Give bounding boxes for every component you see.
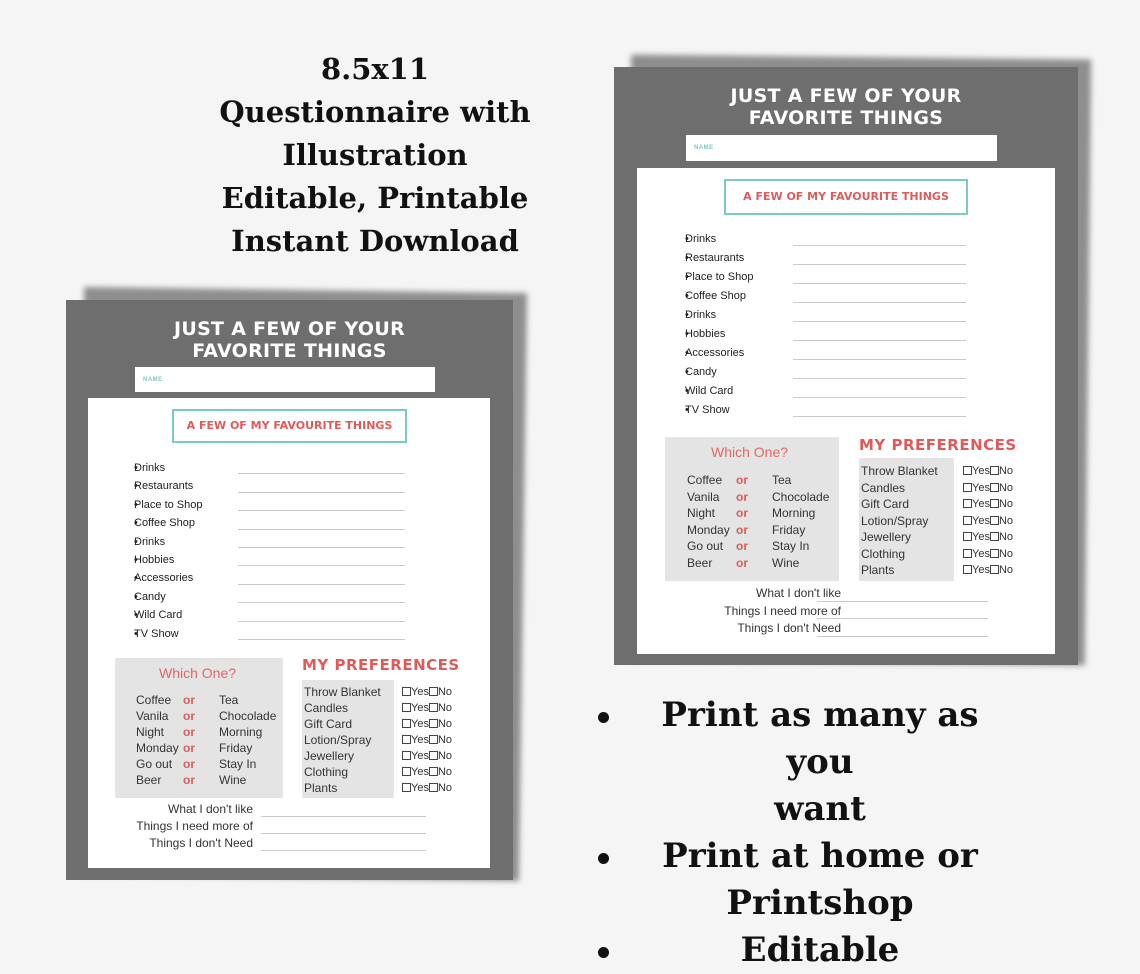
flyer-title-line: JUST A FEW OF YOUR xyxy=(730,85,962,107)
yes-label: Yes xyxy=(972,465,990,477)
yes-checkbox[interactable] xyxy=(963,499,972,508)
list-item-label: Drinks xyxy=(134,462,166,474)
feature-text: Print as many as you xyxy=(661,695,979,782)
choice-right: Stay In xyxy=(772,539,810,553)
flyer-sheet xyxy=(66,300,513,880)
yes-label: Yes xyxy=(972,498,990,510)
list-item-label: TV Show xyxy=(134,627,179,640)
yes-no-choice xyxy=(402,782,452,794)
list-item xyxy=(134,551,174,569)
bottom-question: Things I don't Need xyxy=(149,836,253,850)
list-item xyxy=(134,477,193,495)
flyer-title xyxy=(66,318,513,362)
no-checkbox[interactable] xyxy=(990,549,999,558)
yes-no-choice xyxy=(402,766,452,778)
yes-checkbox[interactable] xyxy=(402,703,411,712)
preferences-title: MY PREFERENCES xyxy=(859,436,1017,454)
name-label: NAME xyxy=(143,376,163,383)
list-item-label: Candy xyxy=(134,590,166,603)
yes-no-choice xyxy=(963,531,1013,543)
answer-line xyxy=(238,529,405,530)
list-item xyxy=(685,268,754,287)
choice-left: Vanila xyxy=(136,709,169,723)
content-panel xyxy=(637,168,1055,654)
choice-right: Friday xyxy=(772,522,806,537)
headline-line: Illustration xyxy=(282,138,468,172)
feature-text: Printshop xyxy=(726,883,914,923)
headline-line: 8.5x11 xyxy=(320,52,430,86)
list-item xyxy=(685,344,744,363)
flyer-title-line: FAVORITE THINGS xyxy=(748,107,944,129)
preference-item: Gift Card xyxy=(304,717,353,731)
yes-no-choice xyxy=(402,702,452,714)
flyer-title xyxy=(614,85,1078,129)
answer-line xyxy=(261,833,426,834)
no-label: No xyxy=(437,766,453,778)
list-item xyxy=(685,401,730,420)
choice-right: Tea xyxy=(772,473,792,487)
feature-text: Editable xyxy=(740,930,900,970)
list-item-label: Restaurants xyxy=(685,252,745,264)
preference-item: Plants xyxy=(304,781,338,795)
list-item xyxy=(685,287,746,306)
choice-or: or xyxy=(183,757,195,771)
answer-line xyxy=(793,321,966,322)
yes-checkbox[interactable] xyxy=(402,783,411,792)
answer-line xyxy=(793,340,966,341)
list-item xyxy=(685,249,744,268)
answer-line xyxy=(793,397,966,398)
choice-or: or xyxy=(183,773,195,787)
no-checkbox[interactable] xyxy=(990,565,999,574)
bullet-icon xyxy=(598,853,609,864)
no-checkbox[interactable] xyxy=(429,687,438,696)
yes-checkbox[interactable] xyxy=(963,565,972,574)
no-checkbox[interactable] xyxy=(429,767,438,776)
no-label: No xyxy=(998,514,1014,527)
preference-item: Gift Card xyxy=(861,497,910,511)
choice-left: Go out xyxy=(687,539,724,553)
yes-no-choice xyxy=(402,686,452,698)
answer-line xyxy=(238,473,405,474)
list-item-label: Hobbies xyxy=(134,554,175,566)
preference-item: Clothing xyxy=(304,765,349,779)
no-checkbox[interactable] xyxy=(990,532,999,541)
headline-line: Editable, Printable xyxy=(221,181,529,215)
choice-right: Chocolade xyxy=(219,709,277,723)
answer-line xyxy=(238,492,405,493)
list-item-label: Accessories xyxy=(134,572,194,585)
preference-item: Lotion/Spray xyxy=(304,733,372,747)
answer-line xyxy=(238,639,405,640)
preference-item: Lotion/Spray xyxy=(861,513,929,528)
list-item-label: Coffee Shop xyxy=(685,290,746,302)
yes-label: Yes xyxy=(972,481,990,494)
bottom-question: Things I need more of xyxy=(724,603,841,618)
preference-item: Throw Blanket xyxy=(304,685,381,699)
answer-line xyxy=(238,565,405,566)
list-item xyxy=(134,459,165,477)
yes-checkbox[interactable] xyxy=(963,483,972,492)
feature-text: Print at home or xyxy=(662,836,978,876)
yes-no-choice xyxy=(963,564,1013,576)
no-checkbox[interactable] xyxy=(429,719,438,728)
list-item-label: Place to Shop xyxy=(685,271,754,283)
choice-left: Coffee xyxy=(136,693,172,707)
preference-item: Jewellery xyxy=(861,530,912,544)
which-one-box xyxy=(665,437,839,581)
feature-item xyxy=(590,833,1010,927)
answer-line xyxy=(238,602,405,603)
no-label: No xyxy=(998,498,1014,510)
list-item-label: TV Show xyxy=(685,404,730,416)
yes-label: Yes xyxy=(411,734,429,746)
answer-line xyxy=(793,416,966,417)
choice-right: Wine xyxy=(219,773,247,787)
choice-or: or xyxy=(736,473,748,487)
no-label: No xyxy=(437,686,453,698)
answer-line xyxy=(261,816,426,817)
choice-or: or xyxy=(736,555,748,570)
yes-checkbox[interactable] xyxy=(402,687,411,696)
section-subtitle: A FEW OF MY FAVOURITE THINGS xyxy=(172,409,407,443)
choice-left: Night xyxy=(687,506,716,520)
no-checkbox[interactable] xyxy=(990,499,999,508)
list-item-label: Accessories xyxy=(685,347,745,359)
no-label: No xyxy=(437,734,453,746)
bullet-icon xyxy=(598,947,609,958)
answer-line xyxy=(793,283,966,284)
bottom-question: Things I need more of xyxy=(136,819,253,833)
choice-left: Beer xyxy=(687,555,713,570)
yes-label: Yes xyxy=(411,702,429,714)
flyer-title-line: FAVORITE THINGS xyxy=(192,340,387,362)
name-label: NAME xyxy=(694,145,714,151)
list-item xyxy=(685,382,733,401)
which-one-title: Which One? xyxy=(159,665,237,681)
choice-left: Monday xyxy=(136,741,179,755)
yes-no-choice xyxy=(963,465,1013,477)
no-label: No xyxy=(998,481,1014,494)
list-item-label: Drinks xyxy=(134,535,166,548)
list-item xyxy=(134,588,166,606)
choice-or: or xyxy=(736,539,748,553)
answer-line xyxy=(238,547,405,548)
list-item xyxy=(134,569,193,587)
yes-label: Yes xyxy=(411,766,429,778)
yes-no-choice xyxy=(402,750,452,762)
list-item-label: Restaurants xyxy=(134,480,194,493)
list-item xyxy=(134,496,203,514)
yes-label: Yes xyxy=(411,718,429,730)
list-item-label: Coffee Shop xyxy=(134,517,195,530)
yes-checkbox[interactable] xyxy=(402,767,411,776)
yes-label: Yes xyxy=(411,686,429,698)
answer-line xyxy=(261,850,426,851)
list-item xyxy=(134,514,195,532)
answer-line xyxy=(793,245,966,246)
no-label: No xyxy=(437,750,453,762)
answer-line xyxy=(793,264,966,265)
yes-no-choice xyxy=(402,718,452,730)
choice-right: Wine xyxy=(772,555,800,570)
yes-checkbox[interactable] xyxy=(402,751,411,760)
choice-left: Coffee xyxy=(687,473,723,487)
preferences-title: MY PREFERENCES xyxy=(302,656,460,674)
yes-checkbox[interactable] xyxy=(963,532,972,541)
choice-or: or xyxy=(183,725,195,739)
yes-no-choice xyxy=(963,482,1013,494)
answer-line xyxy=(238,621,405,622)
yes-label: Yes xyxy=(411,750,429,762)
no-label: No xyxy=(998,547,1014,560)
flyer-sheet xyxy=(614,67,1078,665)
no-checkbox[interactable] xyxy=(429,703,438,712)
yes-label: Yes xyxy=(972,564,990,576)
answer-line xyxy=(238,510,405,511)
choice-right: Morning xyxy=(219,725,263,739)
yes-no-choice xyxy=(402,734,452,746)
bottom-question: What I don't like xyxy=(168,802,253,816)
yes-label: Yes xyxy=(972,531,990,543)
no-checkbox[interactable] xyxy=(990,483,999,492)
choice-right: Stay In xyxy=(219,757,257,771)
yes-label: Yes xyxy=(972,514,990,527)
choice-or: or xyxy=(736,489,748,504)
list-item-label: Wild Card xyxy=(685,385,734,397)
choice-or: or xyxy=(183,741,195,755)
which-one-title: Which One? xyxy=(711,444,789,460)
name-field xyxy=(686,135,997,161)
bullet-icon xyxy=(598,712,609,723)
yes-no-choice xyxy=(963,548,1013,560)
bottom-question: Things I don't Need xyxy=(737,621,841,635)
no-checkbox[interactable] xyxy=(429,735,438,744)
no-checkbox[interactable] xyxy=(429,751,438,760)
preference-item: Jewellery xyxy=(304,749,355,763)
yes-checkbox[interactable] xyxy=(402,719,411,728)
yes-checkbox[interactable] xyxy=(963,549,972,558)
yes-label: Yes xyxy=(411,782,429,794)
choice-or: or xyxy=(736,506,748,520)
no-checkbox[interactable] xyxy=(429,783,438,792)
list-item-label: Wild Card xyxy=(134,609,183,622)
list-item-label: Place to Shop xyxy=(134,498,203,511)
yes-no-choice xyxy=(963,498,1013,510)
no-checkbox[interactable] xyxy=(990,516,999,525)
headline-line: Questionnaire with xyxy=(219,95,531,129)
feature-text: want xyxy=(774,789,866,829)
answer-line xyxy=(817,636,988,637)
preference-item: Plants xyxy=(861,563,895,577)
flyer-title-line: JUST A FEW OF YOUR xyxy=(173,318,406,340)
choice-right: Friday xyxy=(219,741,253,755)
yes-no-choice xyxy=(963,515,1013,527)
choice-left: Vanila xyxy=(687,489,720,504)
answer-line xyxy=(817,601,988,602)
list-item xyxy=(134,606,182,624)
no-label: No xyxy=(998,465,1014,477)
list-item xyxy=(134,533,165,551)
feature-item xyxy=(590,927,1010,974)
choice-right: Chocolade xyxy=(772,489,830,504)
list-item xyxy=(685,325,725,344)
preference-item: Clothing xyxy=(861,546,906,561)
choice-or: or xyxy=(183,709,195,723)
preference-item: Throw Blanket xyxy=(861,464,938,478)
answer-line xyxy=(793,359,966,360)
yes-checkbox[interactable] xyxy=(963,516,972,525)
answer-line xyxy=(793,378,966,379)
answer-line xyxy=(793,302,966,303)
no-label: No xyxy=(998,564,1014,576)
list-item xyxy=(685,363,717,382)
preference-item: Candles xyxy=(304,701,349,715)
which-one-box xyxy=(115,658,283,798)
section-subtitle: A FEW OF MY FAVOURITE THINGS xyxy=(724,179,968,215)
yes-label: Yes xyxy=(972,547,990,560)
choice-left: Beer xyxy=(136,773,162,787)
list-item-label: Candy xyxy=(685,366,717,378)
flyer-preview-right xyxy=(614,67,1078,665)
choice-left: Go out xyxy=(136,757,173,771)
yes-checkbox[interactable] xyxy=(402,735,411,744)
headline-line: Instant Download xyxy=(231,224,519,258)
feature-list xyxy=(590,692,1010,974)
no-label: No xyxy=(998,531,1014,543)
list-item-label: Hobbies xyxy=(685,328,726,340)
list-item xyxy=(134,625,179,643)
choice-left: Night xyxy=(136,725,165,739)
answer-line xyxy=(817,618,988,619)
list-item xyxy=(685,230,716,249)
preference-item: Candles xyxy=(861,480,906,495)
list-item xyxy=(685,306,716,325)
choice-left: Monday xyxy=(687,522,730,537)
list-item-label: Drinks xyxy=(685,233,717,245)
content-panel xyxy=(88,398,490,868)
choice-right: Morning xyxy=(772,506,816,520)
choice-right: Tea xyxy=(219,693,239,707)
bottom-question: What I don't like xyxy=(756,586,841,600)
name-field xyxy=(135,367,435,392)
feature-item xyxy=(590,692,1010,833)
flyer-preview-left xyxy=(66,300,513,880)
headline xyxy=(205,48,545,263)
no-label: No xyxy=(437,782,453,794)
choice-or: or xyxy=(736,522,748,537)
answer-line xyxy=(238,584,405,585)
no-label: No xyxy=(437,718,453,730)
no-checkbox[interactable] xyxy=(990,466,999,475)
no-label: No xyxy=(437,702,453,714)
choice-or: or xyxy=(183,693,195,707)
yes-checkbox[interactable] xyxy=(963,466,972,475)
list-item-label: Drinks xyxy=(685,309,717,321)
